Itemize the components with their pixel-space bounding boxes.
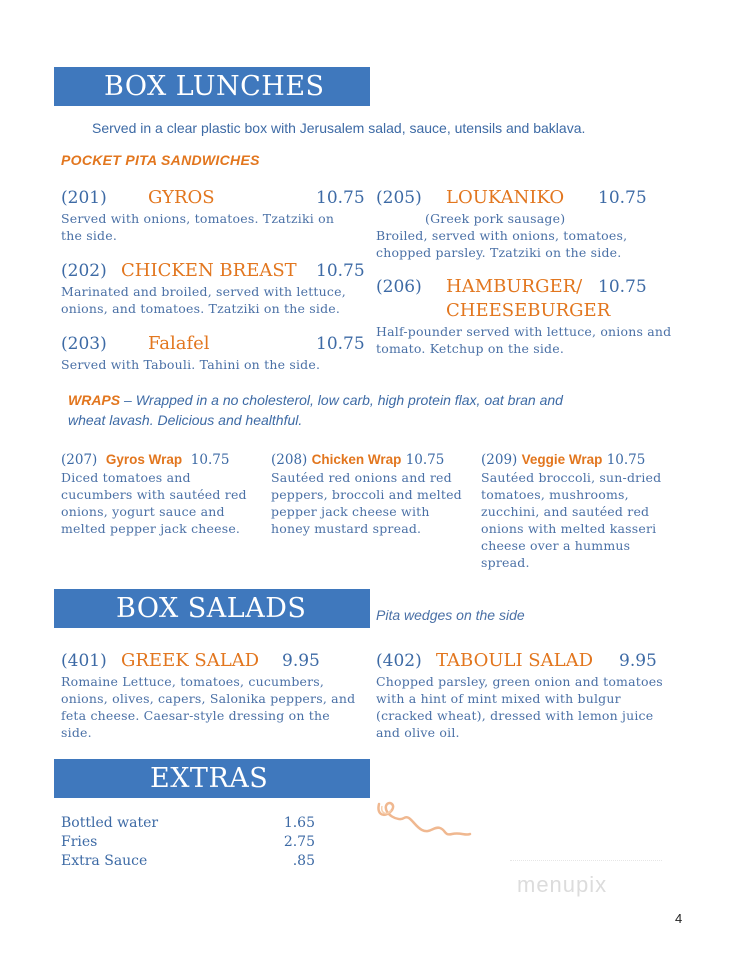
item-code: (207) [61,452,98,468]
item-desc: honey mustard spread. [271,521,422,536]
item-desc: chopped parsley. Tzatziki on the side. [376,245,622,260]
item-desc: Diced tomatoes and [61,470,191,485]
menu-item-203 [61,332,366,373]
item-desc: Broiled, served with onions, tomatoes, [376,228,628,243]
wraps-text-line2: wheat lavash. Delicious and healthful. [68,412,303,428]
item-desc: cucumbers with sautéed red [61,487,247,502]
extras-row [61,852,321,871]
extra-price: .85 [292,853,315,869]
item-name: Gyros Wrap [105,452,183,467]
item-name: GREEK SALAD [121,650,260,671]
extras-row [61,833,321,852]
item-desc: Romaine Lettuce, tomatoes, cucumbers, [61,674,325,689]
extras-row [61,814,321,833]
item-desc: (cracked wheat), dressed with lemon juice [376,708,654,723]
item-name: LOUKANIKO [446,187,565,208]
item-desc: the side. [61,228,118,243]
item-desc: and olive oil. [376,725,460,740]
menu-item-401 [61,649,366,741]
box-salads-title: BOX SALADS [116,593,307,624]
item-name: TABOULI SALAD [436,650,594,671]
item-code: (209) [481,452,518,468]
watermark-divider [510,860,662,861]
item-price: 10.75 [606,452,646,468]
item-name: Chicken Wrap [311,452,402,467]
item-desc: cheese over a hummus [481,538,631,553]
menu-item-207 [61,451,261,537]
extras-title: EXTRAS [150,763,269,794]
item-desc: Sautéed broccoli, sun-dried [481,470,662,485]
box-lunches-title: BOX LUNCHES [104,71,325,102]
item-name: CHICKEN BREAST [121,260,297,281]
item-name: Veggie Wrap [521,452,603,467]
item-code: (202) [61,261,107,281]
item-price: 10.75 [598,188,647,208]
item-desc: onions, and tomatoes. Tzatziki on the side. [61,301,341,316]
box-lunches-intro: Served in a clear plastic box with Jerusalem salad, sauce, utensils and baklava. [92,120,586,136]
item-desc: onions, yogurt sauce and [61,504,225,519]
menu-item-201 [61,186,366,244]
menu-item-402 [376,649,706,741]
item-desc: peppers, broccoli and melted [271,487,462,502]
item-desc: melted pepper jack cheese. [61,521,241,536]
extra-name: Fries [61,834,98,850]
item-subtitle: (Greek pork sausage) [425,211,566,226]
item-desc: with a hint of mint mixed with bulgur [376,691,621,706]
item-desc: feta cheese. Caesar-style dressing on the [61,708,330,723]
item-code: (402) [376,651,422,671]
extras-banner [54,759,370,798]
item-desc: Half-pounder served with lettuce, onions and [376,324,672,339]
item-desc: Marinated and broiled, served with lettuce, [61,284,346,299]
item-name-line2: CHEESEBURGER [446,300,611,321]
item-code: (208) [271,452,308,468]
item-desc: tomato. Ketchup on the side. [376,341,565,356]
menu-item-205 [376,186,706,261]
item-desc: Served with Tabouli. Tahini on the side. [61,357,321,372]
item-desc: Sautéed red onions and red [271,470,452,485]
extra-name: Extra Sauce [61,853,148,869]
item-code: (206) [376,277,422,297]
item-code: (401) [61,651,107,671]
item-price: 10.75 [316,334,365,354]
menu-item-209 [481,451,686,571]
item-price: 9.95 [282,651,320,671]
item-name: GYROS [148,187,215,208]
item-code: (205) [376,188,422,208]
extras-list [61,814,321,871]
item-desc: Served with onions, tomatoes. Tzatziki on [61,211,335,226]
page-number: 4 [675,911,683,926]
item-name: HAMBURGER/ [446,276,583,297]
item-price: 9.95 [619,651,657,671]
menu-item-206 [376,275,706,357]
wraps-text: – Wrapped in a no cholesterol, low carb, high protein flax, oat bran and [120,392,563,408]
extra-name: Bottled water [61,815,159,831]
item-price: 10.75 [190,452,230,468]
pocket-pita-heading: POCKET PITA SANDWICHES [61,152,260,168]
item-price: 10.75 [405,452,445,468]
item-desc: Chopped parsley, green onion and tomatoes [376,674,663,689]
item-price: 10.75 [316,188,365,208]
extra-price: 1.65 [283,815,315,831]
item-desc: onions, olives, capers, Salonika peppers, and [61,691,356,706]
decorative-squiggle-icon [374,796,474,846]
item-code: (203) [61,334,107,354]
menu-item-208 [271,451,476,537]
item-desc: zucchini, and sautéed red [481,504,650,519]
item-desc: side. [61,725,92,740]
item-desc: spread. [481,555,530,570]
extra-price: 2.75 [283,834,315,850]
item-code: (201) [61,188,107,208]
item-desc: pepper jack cheese with [271,504,430,519]
menu-item-202 [61,259,366,317]
item-name: Falafel [148,333,210,354]
item-desc: tomatoes, mushrooms, [481,487,629,502]
box-salads-banner [54,589,370,628]
watermark-logo: menupix [517,872,608,897]
wraps-description [68,390,688,430]
item-price: 10.75 [598,277,647,297]
pita-wedges-note: Pita wedges on the side [376,607,525,623]
wraps-label: WRAPS [68,392,121,408]
item-price: 10.75 [316,261,365,281]
box-lunches-banner [54,67,370,106]
item-desc: onions with melted kasseri [481,521,657,536]
